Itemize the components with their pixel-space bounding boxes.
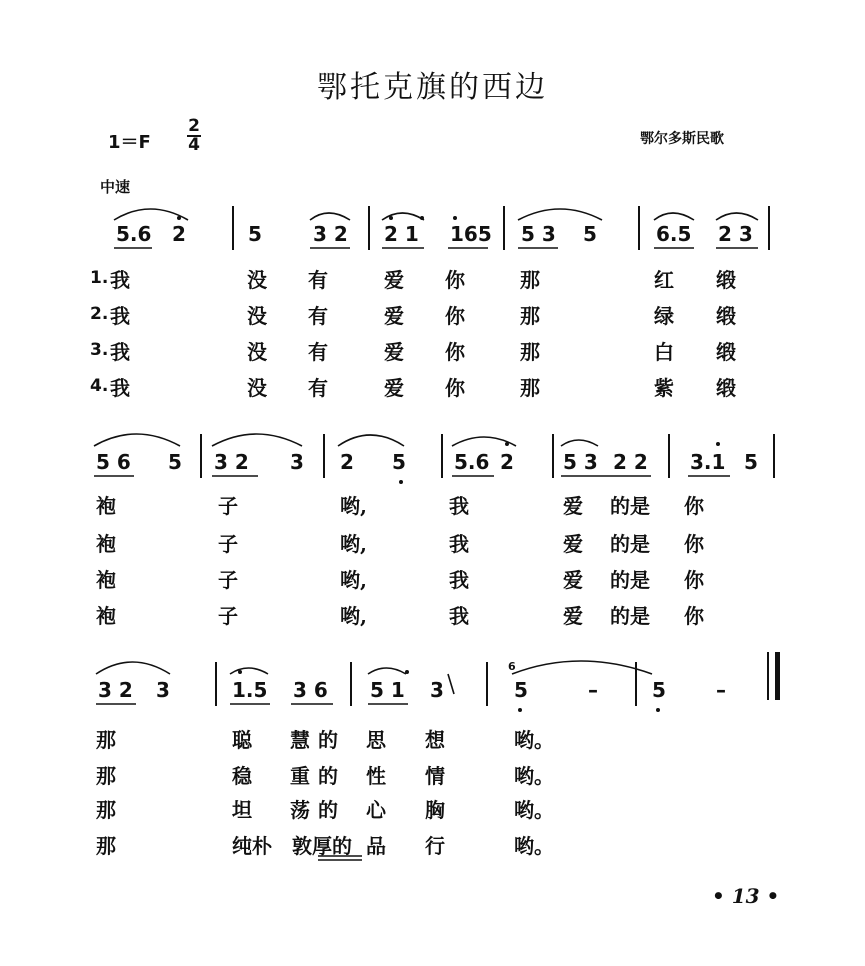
note-group: 2 1: [384, 222, 419, 246]
lyric-syllable: 那: [96, 834, 116, 858]
slur: [382, 213, 424, 220]
lyric-syllable: 荡: [290, 798, 310, 822]
lyric-syllable: 哟。: [514, 764, 554, 788]
lyric-syllable: 袍: [96, 532, 116, 556]
lyric-syllable: 袍: [96, 604, 116, 628]
octave-dot-low: [656, 708, 660, 712]
lyric-syllable: 胸: [425, 798, 445, 822]
lyric-syllable: 缎: [716, 340, 736, 364]
lyric-syllable: 爱: [563, 568, 583, 592]
note: 3: [290, 450, 304, 474]
octave-dot: [405, 670, 409, 674]
slur: [230, 668, 268, 674]
lyric-syllable: 我: [110, 376, 130, 400]
octave-dot: [453, 216, 457, 220]
lyric-syllable: 思: [366, 728, 386, 752]
lyric-syllable: 我: [449, 532, 469, 556]
lyric-syllable: 我: [449, 568, 469, 592]
octave-dot: [420, 216, 424, 220]
lyric-syllable: 慧: [290, 728, 310, 752]
lyric-syllable: 子: [218, 532, 238, 556]
note-group: 3 2: [313, 222, 348, 246]
lyric-syllable: 白: [654, 340, 674, 364]
note: 3: [156, 678, 170, 702]
lyric-syllable: 爱: [563, 604, 583, 628]
lyric-syllable: 你: [445, 340, 465, 364]
lyric-syllable: 哟,: [340, 494, 367, 518]
lyric-syllable: 坦: [232, 798, 252, 822]
note-group: 3.1: [690, 450, 726, 474]
lyric-syllable: 你: [445, 268, 465, 292]
key-signature: 1＝F: [108, 132, 151, 153]
note-group: 5.6: [116, 222, 152, 246]
lyric-syllable: 那: [520, 376, 540, 400]
lyric-syllable: 情: [425, 764, 445, 788]
lyric-syllable: 缎: [716, 268, 736, 292]
note-group: 5 3: [563, 450, 598, 474]
lyric-syllable: 子: [218, 604, 238, 628]
note: 5: [168, 450, 182, 474]
octave-dot: [716, 442, 720, 446]
lyric-syllable: 你: [445, 304, 465, 328]
note-group: 1.5: [232, 678, 268, 702]
octave-dot: [389, 216, 393, 220]
verse-number: 4.: [90, 376, 109, 396]
lyric-syllable: 你: [445, 376, 465, 400]
lyric-syllable: 重: [290, 764, 310, 788]
lyric-syllable: 没: [247, 376, 267, 400]
sustain-dash: –: [588, 678, 598, 702]
lyric-syllable: 的是: [610, 604, 650, 628]
lyric-syllable: 品: [366, 834, 386, 858]
grace-note: 6: [508, 660, 516, 673]
note: 5: [652, 678, 666, 702]
verse-number: 1.: [90, 268, 109, 288]
verse-number: 2.: [90, 304, 109, 324]
lyric-syllable: 你: [684, 604, 704, 628]
lyric-syllable: 你: [684, 568, 704, 592]
lyric-syllable: 子: [218, 568, 238, 592]
lyric-syllable: 哟。: [514, 798, 554, 822]
lyric-syllable: 绿: [654, 304, 674, 328]
breath-mark: [448, 674, 454, 694]
tie: [512, 661, 652, 674]
slur: [561, 440, 598, 446]
slur: [94, 434, 180, 446]
lyric-syllable: 没: [247, 268, 267, 292]
note-group: 2 2: [613, 450, 648, 474]
song-source: 鄂尔多斯民歌: [640, 131, 724, 147]
note: 5: [744, 450, 758, 474]
lyric-syllable: 有: [308, 376, 328, 400]
meter-top: 2: [188, 116, 200, 136]
lyric-syllable: 的是: [610, 494, 650, 518]
note-group: 3 6: [293, 678, 328, 702]
lyric-syllable: 子: [218, 494, 238, 518]
note-group: 5.6: [454, 450, 490, 474]
lyric-syllable: 有: [308, 268, 328, 292]
lyric-syllable: 的是: [610, 532, 650, 556]
lyric-syllable: 紫: [654, 376, 674, 400]
lyric-syllable: 哟,: [340, 604, 367, 628]
meter-bottom: 4: [188, 135, 200, 155]
lyric-syllable: 的是: [610, 568, 650, 592]
lyric-syllable: 有: [308, 304, 328, 328]
slur: [338, 435, 404, 446]
lyric-syllable: 哟。: [514, 728, 554, 752]
lyric-syllable: 纯朴: [232, 834, 272, 858]
lyric-syllable: 爱: [384, 268, 404, 292]
note: 5: [514, 678, 528, 702]
song-title: 鄂托克旗的西边: [317, 70, 548, 105]
lyric-syllable: 爱: [384, 376, 404, 400]
lyric-syllable: 没: [247, 340, 267, 364]
note: 5: [583, 222, 597, 246]
octave-dot: [177, 216, 181, 220]
octave-dot: [505, 442, 509, 446]
lyric-syllable: 那: [520, 268, 540, 292]
lyric-syllable: 哟。: [514, 834, 554, 858]
note-group: 165: [450, 222, 492, 246]
lyric-syllable: 爱: [563, 494, 583, 518]
slur: [114, 209, 188, 220]
note-group: 3 2: [98, 678, 133, 702]
lyric-syllable: 有: [308, 340, 328, 364]
slur: [96, 662, 170, 674]
slur: [368, 668, 406, 674]
lyric-syllable: 的: [318, 764, 338, 788]
lyric-syllable: 缎: [716, 376, 736, 400]
page-number: • 13 •: [712, 884, 780, 908]
note: 2: [172, 222, 186, 246]
lyric-syllable: 想: [425, 728, 445, 752]
slur: [654, 213, 694, 220]
tempo-marking: 中速: [100, 178, 131, 196]
lyric-syllable: 缎: [716, 304, 736, 328]
note-group: 5 3: [521, 222, 556, 246]
lyric-syllable: 哟,: [340, 532, 367, 556]
lyric-syllable: 你: [684, 532, 704, 556]
sustain-dash: –: [716, 678, 726, 702]
lyric-syllable: 我: [449, 604, 469, 628]
lyric-syllable: 的: [318, 728, 338, 752]
lyric-syllable: 那: [96, 728, 116, 752]
lyric-syllable: 爱: [384, 340, 404, 364]
lyric-syllable: 那: [520, 304, 540, 328]
note-group: 2 3: [718, 222, 753, 246]
lyric-syllable: 稳: [232, 764, 252, 788]
note-group: 5 1: [370, 678, 405, 702]
lyric-syllable: 聪: [232, 728, 252, 752]
note: 2: [500, 450, 514, 474]
note: 2: [340, 450, 354, 474]
note-group: 6.5: [656, 222, 692, 246]
lyric-syllable: 没: [247, 304, 267, 328]
lyric-syllable: 敦厚的: [292, 834, 352, 858]
octave-dot: [238, 670, 242, 674]
lyric-syllable: 爱: [384, 304, 404, 328]
lyric-syllable: 袍: [96, 494, 116, 518]
octave-dot-low: [518, 708, 522, 712]
lyric-syllable: 我: [110, 340, 130, 364]
lyric-syllable: 性: [366, 764, 386, 788]
slur: [716, 213, 758, 220]
note: 5: [392, 450, 406, 474]
lyric-syllable: 那: [96, 764, 116, 788]
lyric-syllable: 我: [449, 494, 469, 518]
lyric-syllable: 那: [96, 798, 116, 822]
lyric-syllable: 我: [110, 268, 130, 292]
slur: [518, 209, 602, 220]
verse-number: 3.: [90, 340, 109, 360]
lyric-syllable: 你: [684, 494, 704, 518]
lyric-syllable: 哟,: [340, 568, 367, 592]
note-group: 3 2: [214, 450, 249, 474]
lyric-syllable: 的: [318, 798, 338, 822]
lyric-syllable: 袍: [96, 568, 116, 592]
lyric-syllable: 红: [654, 268, 674, 292]
octave-dot-low: [399, 480, 403, 484]
slur: [212, 434, 302, 446]
note: 5: [248, 222, 262, 246]
lyric-syllable: 我: [110, 304, 130, 328]
lyric-syllable: 行: [425, 834, 445, 858]
note: 3: [430, 678, 444, 702]
lyric-syllable: 那: [520, 340, 540, 364]
lyric-syllable: 心: [366, 798, 386, 822]
slur: [310, 213, 350, 220]
note-group: 5 6: [96, 450, 131, 474]
lyric-syllable: 爱: [563, 532, 583, 556]
